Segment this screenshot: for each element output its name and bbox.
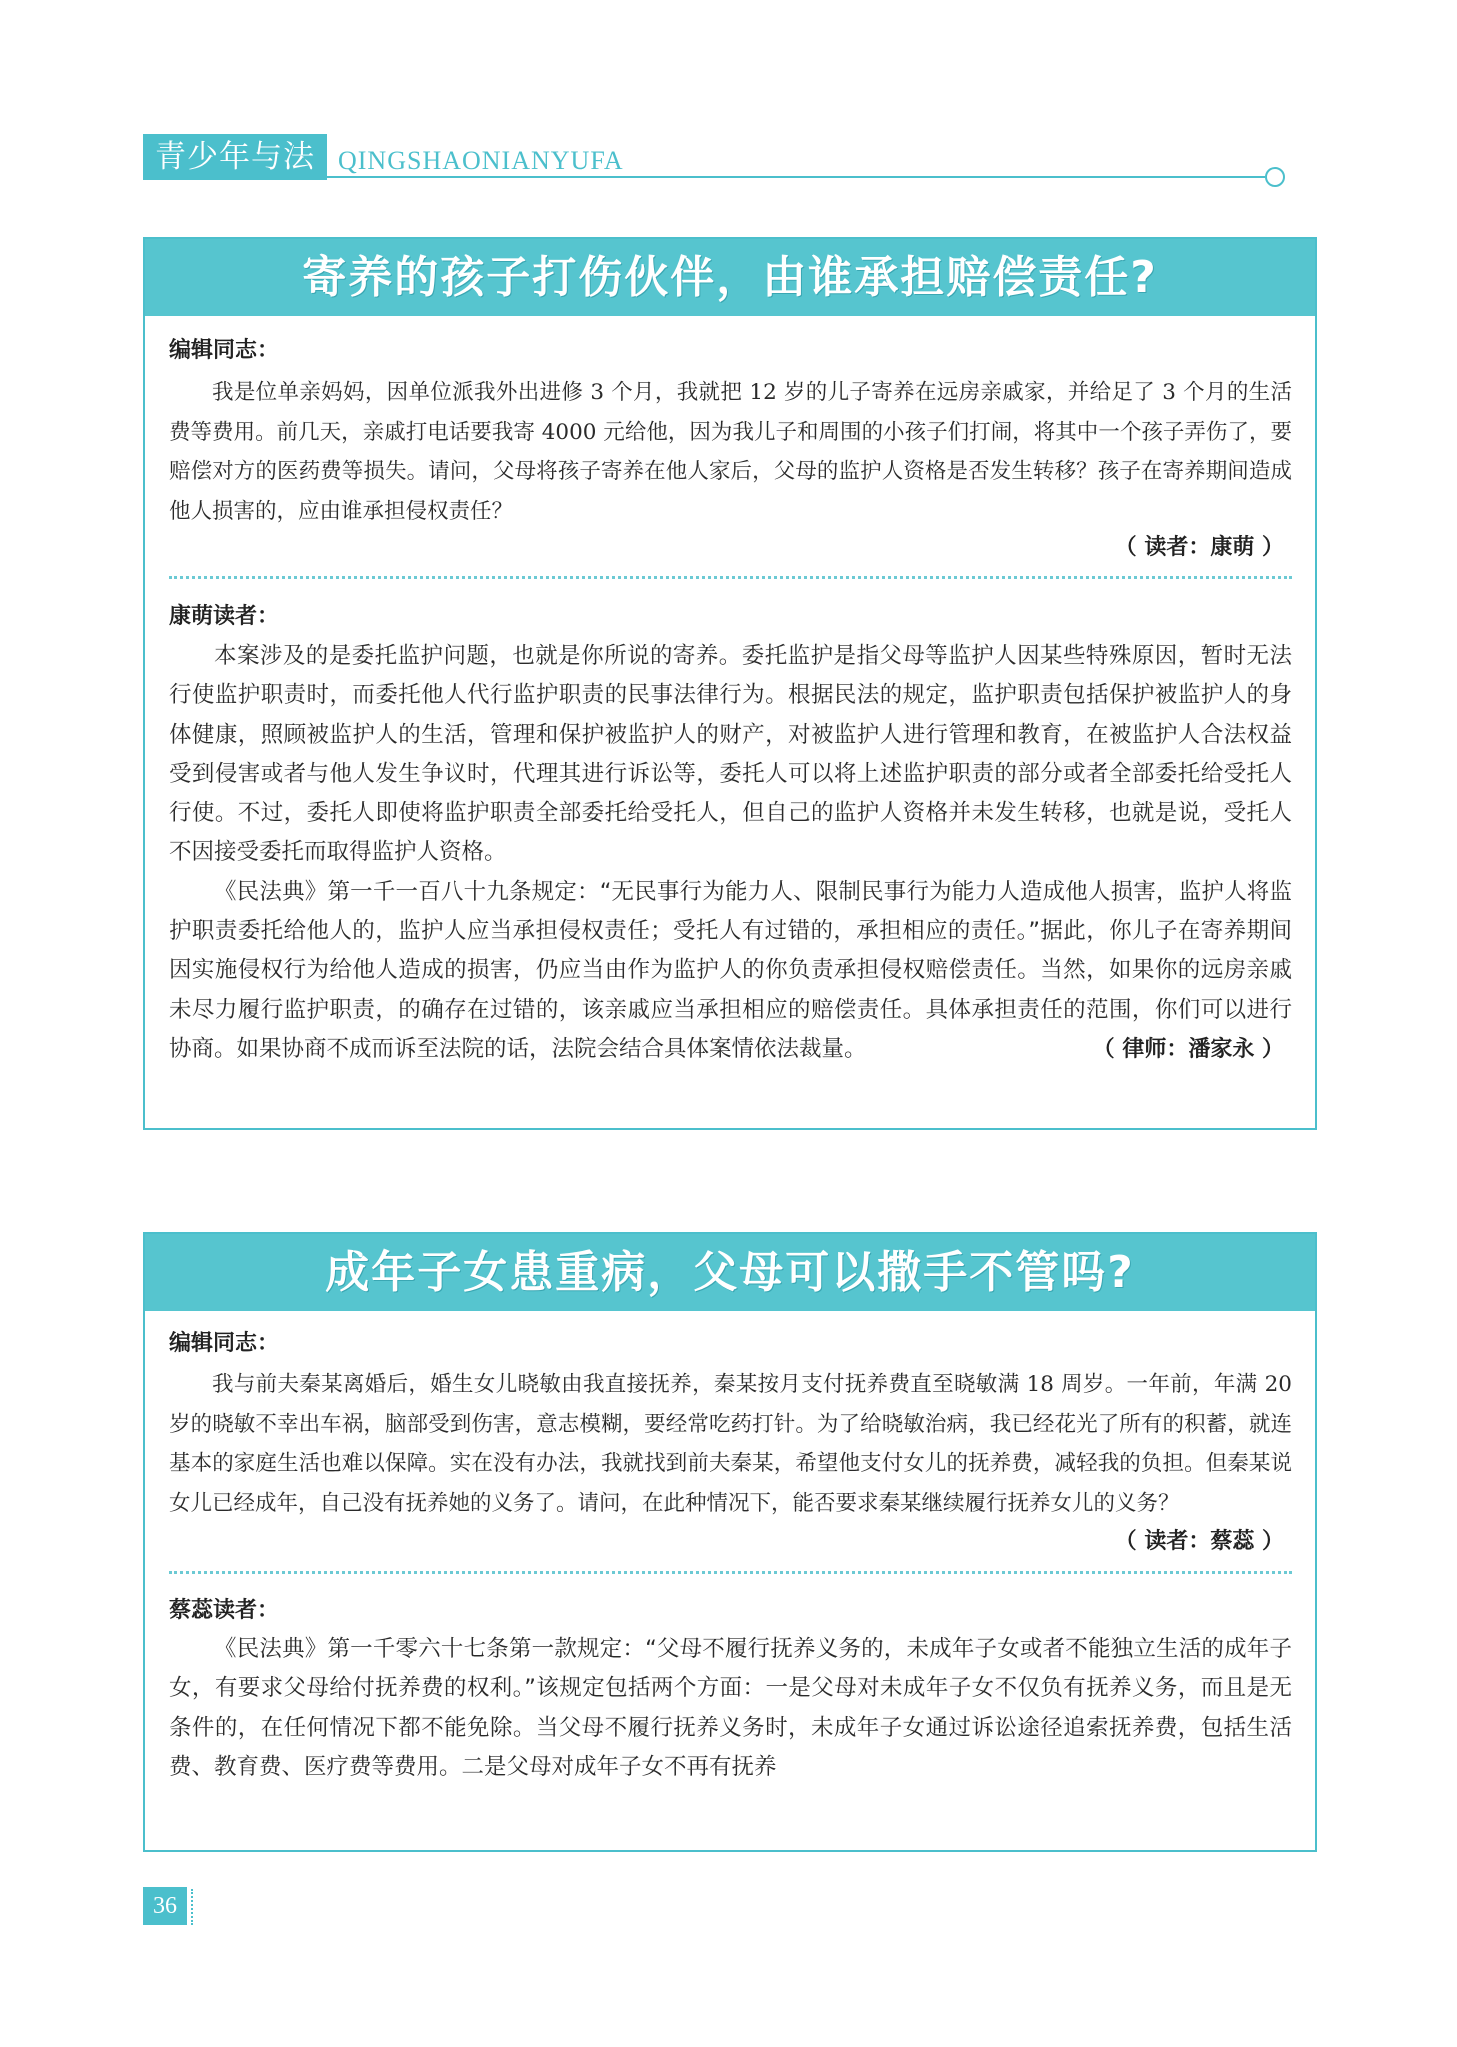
magazine-section-pinyin: QINGSHAONIANYUFA: [338, 146, 624, 175]
answer-paragraph: 本案涉及的是委托监护问题，也就是你所说的寄养。委托监护是指父母等监护人因某些特殊原因，暂时无法行使监护职责时，而委托他人代行监护职责的民事法律行为。根据民法的规定，监护职责包括保护被监护人的身体健康，照顾被监护人的生活，管理和保护被监护人的财产，对被监护人进行管理和教育，在被监护人合法权益受到侵害或者与他人发生争议时，代理其进行诉讼等，委托人可以将上述监护职责的部分或者全部委托给受托人行使。不过，委托人即使将监护职责全部委托给受托人，但自己的监护人资格并未发生转移，也就是说，受托人不因接受委托而取得监护人资格。: [169, 643, 1292, 866]
question-salutation: 编辑同志：: [169, 338, 280, 363]
question-paragraph: 我是位单亲妈妈，因单位派我外出进修 3 个月，我就把 12 岁的儿子寄养在远房亲戚家，并给足了 3 个月的生活费等费用。前几天，亲戚打电话要我寄 4000 元给他，因为我儿子和周围的小孩子们打闹，将其中一个孩子弄伤了，要赔偿对方的医药费等损失。请问，父母将孩子寄养在他人家后，父母的监护人资格是否发生转移？孩子在寄养期间造成他人损害的，应由谁承担侵权责任？: [169, 380, 1292, 524]
question-salutation: 编辑同志：: [169, 1331, 280, 1356]
dotted-divider: [169, 576, 1292, 579]
answer-salutation: 康萌读者：: [169, 604, 280, 629]
question-signature: （ 读者：康萌 ）: [1114, 535, 1284, 560]
article-content: [145, 1329, 1315, 1787]
article-content: [145, 336, 1315, 1069]
header-circle-ornament: [1265, 167, 1285, 187]
page-number: 36: [143, 1887, 187, 1925]
header-rule: [143, 176, 1265, 178]
answer-salutation: 蔡蕊读者：: [169, 1598, 280, 1623]
article-box-2: [143, 1232, 1317, 1852]
answer-signature: （ 律师：潘家永 ）: [1092, 1036, 1284, 1062]
question-paragraph: 我与前夫秦某离婚后，婚生女儿晓敏由我直接抚养，秦某按月支付抚养费直至晓敏满 18 周岁。一年前，年满 20 岁的晓敏不幸出车祸，脑部受到伤害，意志模糊，要经常吃药打针。为了给晓敏治病，我已经花光了所有的积蓄，就连基本的家庭生活也难以保障。实在没有办法，我就找到前夫秦某，希望他支付女儿的抚养费，减轻我的负担。但秦某说女儿已经成年，自己没有抚养她的义务了。请问，在此种情况下，能否要求秦某继续履行抚养女儿的义务？: [169, 1372, 1292, 1516]
answer-paragraph-text: 《民法典》第一千一百八十九条规定：“无民事行为能力人、限制民事行为能力人造成他人损害，监护人将监护职责委托给他人的，监护人应当承担侵权责任；受托人有过错的，承担相应的责任。”据此，你儿子在寄养期间因实施侵权行为给他人造成的损害，仍应当由作为监护人的你负责承担侵权赔偿责任。当然，如果你的远房亲戚未尽力履行监护职责，的确存在过错的，该亲戚应当承担相应的赔偿责任。具体承担责任的范围，你们可以进行协商。如果协商不成而诉至法院的话，法院会结合具体案情依法裁量。: [169, 878, 1292, 1062]
answer-paragraph: [169, 873, 1292, 1069]
answer-paragraph: 《民法典》第一千零六十七条第一款规定：“父母不履行抚养义务的，未成年子女或者不能独立生活的成年子女，有要求父母给付抚养费的权利。”该规定包括两个方面：一是父母对未成年子女不仅负有抚养义务，而且是无条件的，在任何情况下都不能免除。当父母不履行抚养义务时，未成年子女通过诉讼途径追索抚养费，包括生活费、教育费、医疗费等费用。二是父母对成年子女不再有抚养: [169, 1636, 1292, 1780]
dotted-divider: [169, 1571, 1292, 1574]
page-number-dots: [191, 1889, 197, 1925]
article-box-1: [143, 237, 1317, 1130]
magazine-section-badge: 青少年与法: [143, 134, 327, 180]
question-signature: （ 读者：蔡蕊 ）: [1114, 1529, 1284, 1554]
article-title: 寄养的孩子打伤伙伴，由谁承担赔偿责任?: [145, 239, 1315, 316]
article-title: 成年子女患重病，父母可以撒手不管吗?: [145, 1234, 1315, 1311]
